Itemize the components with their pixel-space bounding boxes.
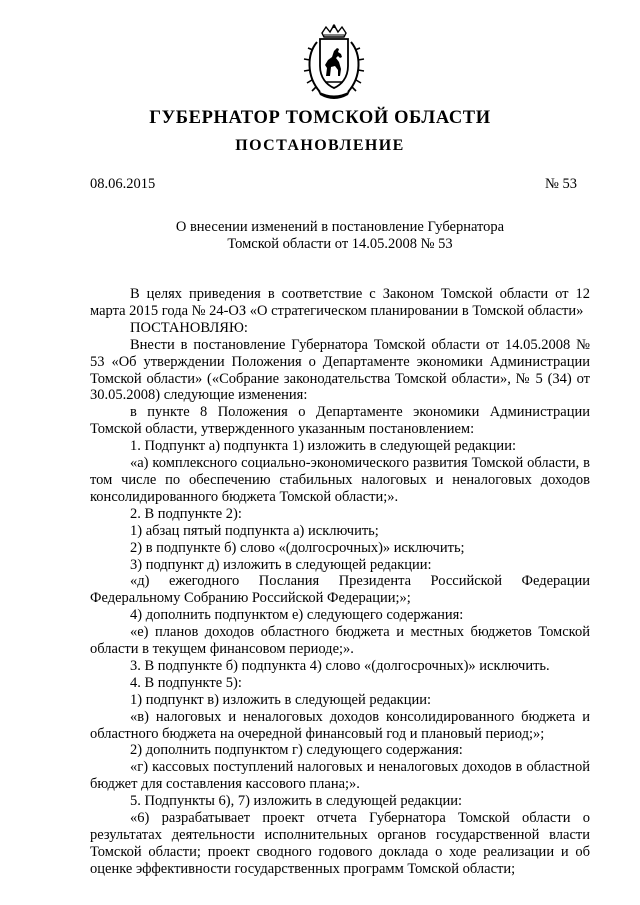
paragraph: 4) дополнить подпунктом е) следующего содержания: xyxy=(130,607,464,624)
document-body xyxy=(90,286,590,878)
paragraph: 4. В подпункте 5): xyxy=(130,674,242,691)
paragraph: «а) комплексного социально-экономического развития Томской области, в том числе по обеспечению стабильных налоговых и неналоговых доходов консолидированного бюджета Томской области;». xyxy=(90,455,590,505)
paragraph: в пункте 8 Положения о Департаменте экономики Администрации Томской области, утвержденного указанным постановлением: xyxy=(90,404,590,438)
paragraph: «г) кассовых поступлений налоговых и неналоговых доходов в областной бюджет для составления кассового плана;». xyxy=(90,759,590,793)
paragraph: 3) подпункт д) изложить в следующей редакции: xyxy=(130,556,432,573)
paragraph: «6) разрабатывает проект отчета Губернатора Томской области о результатах деятельности исполнительных органов государственной власти Томской области; проект сводного годового доклада о ходе реализации и об оценке эффективности государственных программ Томской области; xyxy=(90,810,590,877)
document-date: 08.06.2015 xyxy=(90,176,156,192)
paragraph: 1) подпункт в) изложить в следующей редакции: xyxy=(130,691,432,708)
subject-line: О внесении изменений в постановление Губернатора xyxy=(175,219,505,235)
paragraph: В целях приведения в соответствие с Законом Томской области от 12 марта 2015 года № 24-ОЗ «О стратегическом планировании в Томской области» xyxy=(90,286,590,319)
subject-line: Томской области от 14.05.2008 № 53 xyxy=(227,236,453,252)
paragraph: 5. Подпункты 6), 7) изложить в следующей редакции: xyxy=(130,793,462,810)
paragraph: 2) в подпункте б) слово «(долгосрочных)» исключить; xyxy=(130,539,465,556)
paragraph: 2) дополнить подпунктом г) следующего содержания: xyxy=(130,742,463,759)
paragraph: «д) ежегодного Послания Президента Российской Федерации Федеральному Собранию Российской Федерации;»; xyxy=(90,573,590,607)
coat-of-arms-icon xyxy=(299,24,369,100)
authority-title: ГУБЕРНАТОР ТОМСКОЙ ОБЛАСТИ xyxy=(149,108,491,128)
paragraph: 1) абзац пятый подпункта а) исключить; xyxy=(130,522,379,539)
document-number: № 53 xyxy=(545,176,577,192)
paragraph: 1. Подпункт а) подпункта 1) изложить в следующей редакции: xyxy=(130,438,516,455)
document-subject xyxy=(90,219,590,253)
document-type: ПОСТАНОВЛЕНИЕ xyxy=(235,137,405,154)
paragraph: «е) планов доходов областного бюджета и местных бюджетов Томской области в текущем финансовом периоде;». xyxy=(90,624,590,658)
paragraph: «в) налоговых и неналоговых доходов консолидированного бюджета и областного бюджета на очередной финансовый год и плановый период;»; xyxy=(90,708,590,742)
paragraph: 3. В подпункте б) подпункта 4) слово «(долгосрочных)» исключить. xyxy=(130,657,550,674)
paragraph: 2. В подпункте 2): xyxy=(130,505,242,522)
paragraph: Внести в постановление Губернатора Томской области от 14.05.2008 № 53 «Об утверждении Положения о Департаменте экономики Администрации Томской области» («Собрание законодательства Томской области», № 5 (34) от 30.05.2008) следующие изменения: xyxy=(90,336,590,404)
paragraph: ПОСТАНОВЛЯЮ: xyxy=(130,319,248,336)
